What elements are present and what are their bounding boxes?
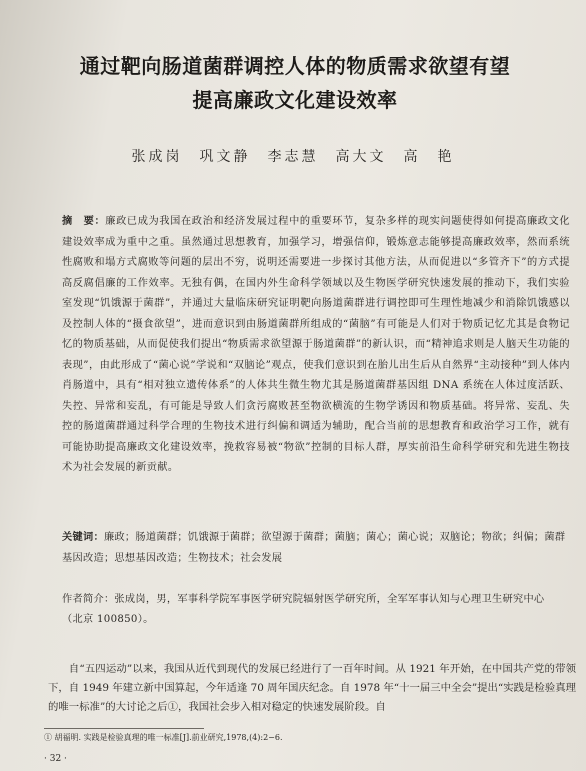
- abstract: [62, 212, 570, 479]
- article-title-line-1: 通过靶向肠道菌群调控人体的物质需求欲望有望: [79, 54, 511, 78]
- footnote-divider: [44, 728, 204, 729]
- page-number: · 32 ·: [44, 754, 67, 764]
- abstract-label: 摘 要：: [62, 216, 106, 227]
- author-bio: 作者简介：张成岗，男，军事科学院军事医学研究院辐射医学研究所，全军军事认知与心理卫生研究中心（北京 100850）。: [62, 594, 545, 625]
- body-paragraph: 自“五四运动”以来，我国从近代到现代的发展已经进行了一百年时间。从 1921 年开始，在中国共产党的带领下，自 1949 年建立新中国算起，今年适逢 70 周年国庆纪念。自 1978 年“十一届三中全会”提出“实践是检验真理的唯一标准”的大讨论之后①，我国社会步入相对稳定的快速发展阶段。自: [48, 663, 576, 713]
- abstract-text: 廉政已成为我国在政治和经济发展过程中的重要环节，复杂多样的现实问题使得如何提高廉政文化建设效率成为重中之重。虽然通过思想教育，加强学习，增强信仰，锻炼意志能够提高廉政效率，然而系统性腐败和塌方式腐败等问题的层出不穷，说明还需要进一步探讨其他方法，从而促进以“多管齐下”的方式提高反腐倡廉的工作效率。无独有偶，在国内外生命科学领域以及生物医学研究快速发展的推动下，我们实验室发现“饥饿源于菌群”，并通过大量临床研究证明靶向肠道菌群进行调控即可生理性地减少和消除饥饿感以及控制人体的“摄食欲望”，进而意识到由肠道菌群所组成的“菌脑”有可能是人们对于物质记忆尤其是食物记忆的物质基础，从而促使我们提出“物质需求欲望源于肠道菌群”的新认识，而“精神追求则是人脑天生功能的表现”，由此形成了“菌心说”学说和“双脑论”观点，使我们意识到在胎儿出生后从自然界“主动接种”到人体内肖肠道中，具有“相对独立遗传体系”的人体共生微生物尤其是肠道菌群基因组 DNA 系统在人体过度活跃、失控、异常和妄乱，有可能是导致人们贪污腐败甚至物欲横流的生物学诱因和物质基础。将异常、妄乱、失控的肠道菌群通过科学合理的生物技术进行纠偏和调适为辅助，配合当前的思想教育和政治学习工作，就有可能协助提高廉政文化建设效率，挽救容易被“物欲”控制的目标人群，厚实前沿生命科学研究和先进生物技术为社会发展的新贡献。: [62, 216, 570, 473]
- footnote: ① 胡福明. 实践是检验真理的唯一标准[J].前业研究,1978,(4):2−6.: [44, 733, 283, 742]
- keywords-text: 廉政；肠道菌群；饥饿源于菌群；欲望源于菌群；菌脑；菌心；菌心说；双脑论；物欲；纠偏；菌群基因改造；思想基因改造；生物技术；社会发展: [62, 532, 566, 564]
- author-list: 张成岗 巩文静 李志慧 高大文 高 艳: [131, 149, 455, 165]
- article-title-line-2: 提高廉政文化建设效率: [192, 88, 398, 112]
- keywords-label: 关键词：: [62, 532, 104, 543]
- keywords: [62, 528, 570, 569]
